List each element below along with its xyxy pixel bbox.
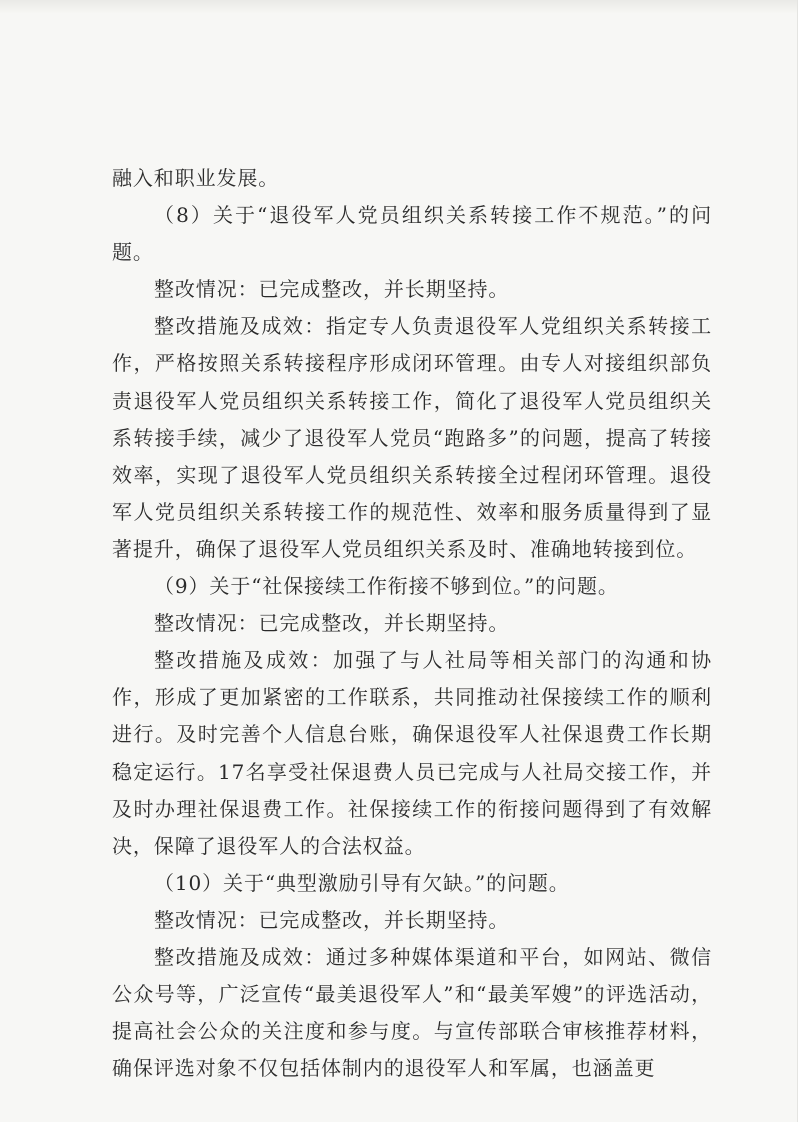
- item-9-status: 整改情况：已完成整改，并长期坚持。: [154, 611, 510, 636]
- paragraph-continuation: 融入和职业发展。: [112, 166, 280, 190]
- item-8-heading: （8）关于“退役军人党员组织关系转接工作不规范。”的问题。: [112, 203, 712, 265]
- item-9-measures: 整改措施及成效：加强了与人社局等相关部门的沟通和协作，形成了更加紧密的工作联系，共同推动社保接续工作的顺利进行。及时完善个人信息台账，确保退役军人社保退费工作长期稳定运行。17名享受社保退费人员已完成与人社局交接工作，并及时办理社保退费工作。社保接续工作的衔接问题得到了有效解决，保障了退役军人的合法权益。: [112, 648, 712, 858]
- item-10-status: 整改情况：已完成整改，并长期坚持。: [154, 907, 510, 932]
- item-8-measures: 整改措施及成效：指定专人负责退役军人党组织关系转接工作，严格按照关系转接程序形成闭环管理。由专人对接组织部负责退役军人党员组织关系转接工作，简化了退役军人党员组织关系转接手续，减少了退役军人党员“跑路多”的问题，提高了转接效率，实现了退役军人党员组织关系转接全过程闭环管理。退役军人党员组织关系转接工作的规范性、效率和服务质量得到了显著提升，确保了退役军人党员组织关系及时、准确地转接到位。: [112, 314, 712, 561]
- item-9-heading: （9）关于“社保接续工作衔接不够到位。”的问题。: [154, 574, 619, 599]
- item-10-heading: （10）关于“典型激励引导有欠缺。”的问题。: [154, 870, 570, 895]
- item-8-status: 整改情况：已完成整改，并长期坚持。: [154, 277, 510, 302]
- scan-top-edge: [0, 0, 798, 14]
- document-body: [112, 160, 712, 1087]
- item-10-measures: 整改措施及成效：通过多种媒体渠道和平台，如网站、微信公众号等，广泛宣传“最美退役军人”和“最美军嫂”的评选活动，提高社会公众的关注度和参与度。与宣传部联合审核推荐材料，确保评选对象不仅包括体制内的退役军人和军属，也涵盖更: [112, 944, 712, 1081]
